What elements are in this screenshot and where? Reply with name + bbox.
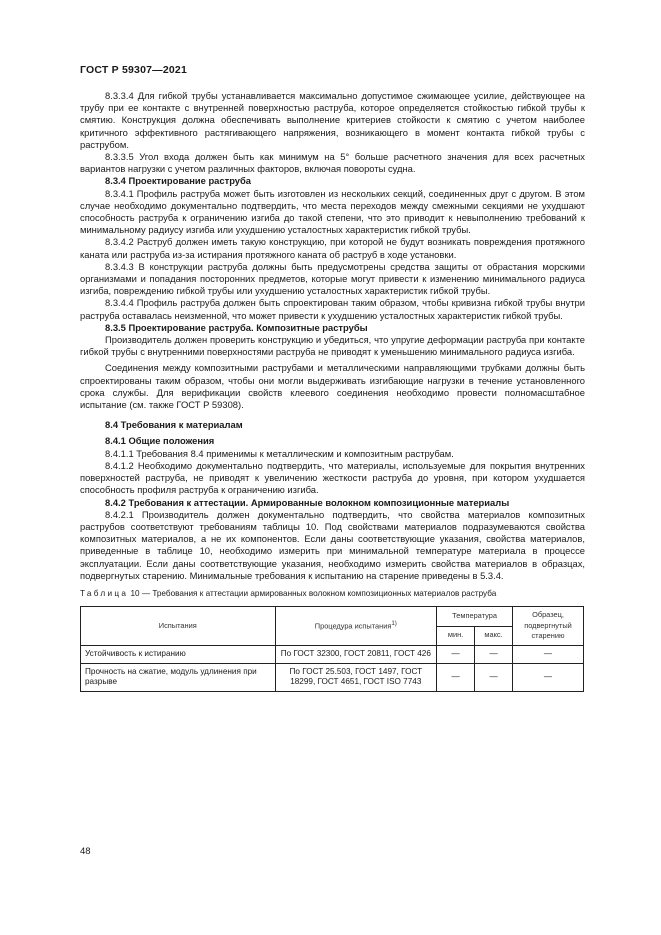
paragraph: 8.3.4.4 Профиль раструба должен быть спроектирован таким образом, чтобы кривизна гибкой трубы внутри раструба оставалась неизменной, что может привести к ухудшению усталостных характеристик гибкой трубы. [80,297,585,321]
cell-min: — [437,645,475,663]
table-caption-prefix: Таблица [80,588,129,598]
cell-min: — [437,663,475,691]
requirements-table [80,606,584,692]
table-caption [80,588,585,600]
section-heading: 8.3.5 Проектирование раструба. Композитные раструбы [105,321,368,333]
section-heading: 8.3.4 Проектирование раструба [105,175,252,187]
paragraph: 8.4.1.1 Требования 8.4 применимы к металлическим и композитным раструбам. [105,447,454,459]
cell-test: Устойчивость к истиранию [81,645,276,663]
section-heading: 8.4.2 Требования к аттестации. Армированные волокном композиционные материалы [105,496,510,508]
paragraph: Соединения между композитными раструбами и металлическими направляющими трубками должны быть спроектированы таким образом, чтобы они могли выдерживать изгибающие нагрузки в течение установленного срока службы. Для верификации свойств клеевого соединения необходимо провести полномасштабное испытание (см. также ГОСТ Р 59308). [80,362,585,411]
paragraph: 8.3.4.3 В конструкции раструба должны быть предусмотрены средства защиты от обрастания морскими организмами и попадания посторонних предметов, которые могут привести к изменению минимального радиуса изгиба, повреждению гибкой трубы или ухудшению усталостных характеристик гибкой трубы. [80,260,585,297]
header-procedure [275,607,437,646]
header-tests: Испытания [81,607,276,646]
header-max: макс. [475,626,513,645]
section-heading: 8.4.1 Общие положения [105,435,215,447]
header-procedure-footnote: 1) [391,620,397,628]
paragraph: 8.3.3.5 Угол входа должен быть как минимум на 5° больше расчетного значения для всех расчетных вариантов нагрузки с учетом различных факторов, включая повороты судна. [80,151,585,175]
cell-procedure: По ГОСТ 25.503, ГОСТ 1497, ГОСТ 18299, ГОСТ 4651, ГОСТ ISO 7743 [275,663,437,691]
paragraph: 8.4.1.2 Необходимо документально подтвердить, что материалы, используемые для покрытия внутренних поверхностей раструба, не приводят к увеличению жесткости раструба до уровня, при котором ухудшается способность профиля раструба к ограничению изгиба. [80,459,585,496]
paragraph: 8.3.4.1 Профиль раструба может быть изготовлен из нескольких секций, соединенных друг с другом. В этом случае необходимо документально подтвердить, что места переходов между смежными секциями не ухудшают способность раструба к ограничению изгиба до такой степени, что это приводит к невыполнению требований к минимальному радиусу изгиба или ухудшению усталостных характеристик гибкой трубы. [80,187,585,236]
paragraph: 8.4.2.1 Производитель должен документально подтвердить, что свойства материалов композитных раструбов соответствуют требованиям таблицы 10. Под свойствами материалов подразумеваются свойства композитных материалов, а не их компонентов. Если даны соответствующие указания, свойства материалов, приведенные в таблице 10, необходимо измерить при минимальной температуре материала в процессе эксплуатации. Если даны соответствующие указания, необходимо измерить свойства материалов в образцах, подвергнутых старению. Минимальные требования к испытанию на старение приведены в 5.3.4. [80,508,585,581]
section-heading: 8.4 Требования к материалам [105,419,243,431]
header-aged: Образец, подвергнутый старению [513,607,584,646]
paragraph: 8.3.3.4 Для гибкой трубы устанавливается максимально допустимое сжимающее усилие, действующее на трубу при ее контакте с внутренней поверхностью раструба, которое определяется стойкостью гибкой трубы к смятию. Конструкция должна обеспечивать выполнение критериев стойкости к смятию с учетом наиболее критичного эффективного растягивающего напряжения, возникающего в момент контакта гибкой трубы с раструбом. [80,90,585,150]
paragraph: 8.3.4.2 Раструб должен иметь такую конструкцию, при которой не будут возникать повреждения протяжного каната или раструба из-за истирания протяжного каната об раструб в ходе установки. [80,236,585,260]
page-number: 48 [80,846,91,857]
cell-test: Прочность на сжатие, модуль удлинения при разрыве [81,663,276,691]
paragraph: Производитель должен проверить конструкцию и убедиться, что упругие деформации раструба при контакте гибкой трубы с внутренними поверхностями раструба не приводят к уменьшению минимального радиуса изгиба. [80,334,585,358]
table-row [81,663,584,691]
cell-max: — [475,663,513,691]
document-header: ГОСТ Р 59307—2021 [80,64,188,76]
cell-procedure: По ГОСТ 32300, ГОСТ 20811, ГОСТ 426 [275,645,437,663]
spacer [80,411,585,419]
table-header-row [81,607,584,626]
table-caption-text: 10 — Требования к аттестации армированных волокном композиционных материалов раструба [130,588,497,598]
header-temperature: Температура [437,607,513,626]
header-procedure-label: Процедура испытания [314,621,392,631]
header-min: мин. [437,626,475,645]
document-body [80,90,585,692]
cell-aged: — [513,663,584,691]
table-row [81,645,584,663]
paragraph-list [80,90,585,582]
cell-aged: — [513,645,584,663]
cell-max: — [475,645,513,663]
